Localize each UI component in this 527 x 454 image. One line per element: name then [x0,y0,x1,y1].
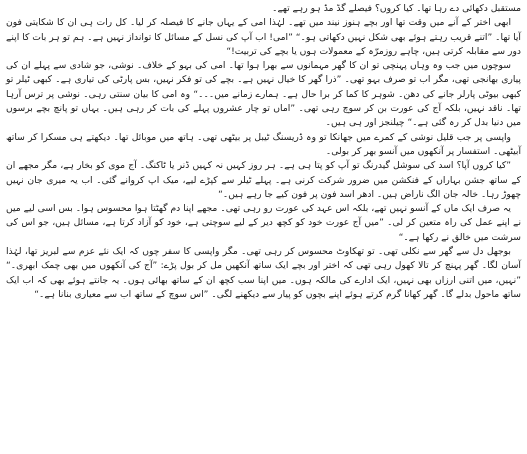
paragraph-1: مستقبل دکھائی دے رہا تھا۔ کیا کروں؟ فیصلے گڈ مڈ ہو رہے تھے۔ [272,3,521,14]
paragraph-2: ابھی اختر کے آنے میں وقت تھا اور بچے ہنوز نیند میں تھے۔ لہٰذا امی کے یہاں جانے کا فیصلہ کر لیا۔ کل رات ہی ان کا شکایتی فون آیا تھا۔ ”اتنے قریب رہتے ہوئے بھی شکل نہیں دکھاتی ہو۔“ ”امی! اب آپ کی نسل کے مسائل کا توانداز نہیں ہے۔ ہم تو ہر بات کا اپنے دور سے مقابلہ کرتی ہیں، چاہے روزمرّہ کے معمولات ہوں یا بچے کی تربیت!“ [6,17,521,57]
paragraph-6: یہ صرف ایک ماں کے آنسو نہیں تھے، بلکہ اس عہد کی عورت رو رہی تھی۔ مجھے اپنا دم گھٹتا ہوا محسوس ہوا۔ بس اسی لیے میں نے اپنے عمل کی راہ متعین کر لی۔ ”میں آج عورت خود کو کچھ دیر کے لیے سوچتی ہے، خود کو آزاد کرتا ہے، مسائل ہیں، جو اس کی سرشت میں خالق نے رکھا ہے۔“ [6,203,521,243]
paragraph-3: سوچوں میں جب وہ وہاں پہنچی تو ان کا گھر مہمانوں سے بھرا ہوا تھا۔ امی کی بہو کے خلاف۔ نوشی، جو شادی سے پہلے ان کی پیاری بھانجی تھی، مگر اب تو صرف بہو تھی۔ ”ذرا گھر کا خیال نہیں ہے۔ بچے کی تو فکر نہیں، بس پارٹی کی تیاری ہے۔ کبھی ٹیلر تو کبھی بیوٹی پارلر جانے کی دھن۔ شوہر کا کما کر برا حال ہے۔ ہمارے زمانے میں۔۔۔“ وہ امی کا بیان سنتی رہی۔ نوشی پر ترس آرہا تھا۔ ناقد نہیں، بلکہ آج کی عورت بن کر سوچ رہی تھی۔ ”اماں تو چار عشروں پہلے کی بات کر رہی ہیں۔ یہاں تو پانچ بچے برسوں میں دنیا بدل کر رہ گئی ہے۔“ چیلنجز اور ہی ہیں۔ [6,60,521,129]
paragraph-4: واپسی پر جب قلیل نوشی کے کمرے میں جھانکا تو وہ ڈریسنگ ٹیبل پر بیٹھی تھی۔ ہاتھ میں موبائل تھا۔ دیکھتے ہی مسکرا کر ساتھ آبیٹھی۔ استفسار پر آنکھوں میں آنسو بھر کر بولی۔ [6,131,521,157]
paragraph-7: بوجھل دل سے گھر سے نکلی تھی۔ تو تھکاوٹ محسوس کر رہی تھی۔ مگر واپسی کا سفر چوں کہ ایک نئے عزم سے لبریز تھا، لہٰذا آسان لگا۔ گھر پہنچ کر تالا کھول رہی تھی کہ اختر اور بچے ایک ساتھ آنکھیں مل کر بول پڑے: ”آج کی آنکھوں میں بھی چمک ابھری۔“ ”نہیں، میں اتنی ارزاں بھی نہیں، ایک ادارے کی مالکہ ہوں۔ میں اپنا سب کچھ ان کے ساتھ بھائی ہوں۔ یہ جانتے ہوئے بھی کہ اب ایک ساتھ ماحول بدلے گا۔ گھر کھانا گرم کرتے ہوئے اپنے بچوں کو پیار سے دیکھنے لگی۔ ”اس سوچ کے ساتھ اب سے معیاری بنانا ہے۔“ [6,246,521,300]
paragraph-5: ”کیا کروں آپا؟ اسد کی سوشل گیدرنگ تو آپ کو پتا ہی ہے۔ ہر روز کہیں نہ کہیں ڈنر یا ٹاکنگ۔ آج موی کو بخار ہے، مگر مجھے ان کے ساتھ جشن بہاراں کے فنکشن میں ضرور شرکت کرنی ہے۔ پہلے ٹیلر سے کپڑے لیے، میک اپ کروانے گئی۔ اب یہ میری جان نہیں چھوڑ رہا۔ خالہ جان الگ ناراض ہیں۔ ادھر اسد فون پر فون کیے جا رہے ہیں۔“ [6,160,521,200]
